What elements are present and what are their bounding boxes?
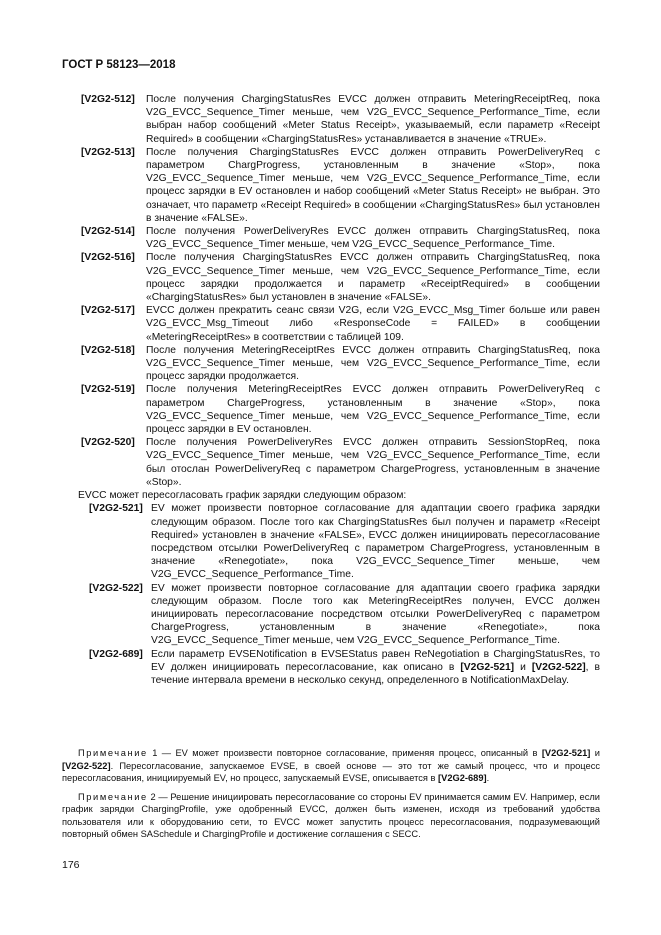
note-text: и bbox=[590, 748, 600, 758]
requirement-item bbox=[62, 582, 600, 648]
requirement-text bbox=[151, 648, 600, 688]
requirement-text: После получения MeteringReceiptRes EVCC должен отправить PowerDeliveryReq с параметром ChargeProgress, установленным в значение «Stop», пока V2G_EVCC_Sequence_Timer меньше, чем V2G_EVCC_Sequence_Performance_Time, если процесс зарядки в EV остановлен. bbox=[146, 384, 600, 436]
note-1 bbox=[62, 747, 600, 785]
note-text: . Пересогласование, запускаемое EVSE, в своей основе — это тот же самый процесс, что и процесс пересогласования, инициируемый EV, но процесс, запускаемый EVSE, описывается в bbox=[62, 760, 600, 783]
requirement-item bbox=[62, 146, 600, 225]
requirement-id: [V2G2-522] bbox=[89, 582, 143, 594]
requirement-text: После получения MeteringReceiptRes EVCC должен отправить ChargingStatusReq, пока V2G_EVCC_Sequence_Timer меньше, чем V2G_EVCC_Sequence_Performance_Time, если процесс зарядки продолжается. bbox=[146, 344, 600, 383]
requirement-text-part: и bbox=[514, 661, 532, 673]
document-header: ГОСТ Р 58123—2018 bbox=[62, 59, 176, 71]
requirement-reference: [V2G2-522] bbox=[531, 661, 586, 673]
requirement-text: После получения ChargingStatusRes EVCC должен отправить PowerDeliveryReq с параметром ChargProgress, установленным в значение «Stop», пока V2G_EVCC_Sequence_Timer меньше, чем V2G_EVCC_Sequence_Performance_Time, если процесс зарядки в EV остановлен и набор сообщений «Meter Status Receipt» не выбран. Это означает, что параметр «Receipt Required» в сообщении «ChargingStatusRes» был установлен в значение «FALSE». bbox=[146, 146, 600, 224]
note-reference: [V2G2-689] bbox=[438, 773, 487, 783]
requirement-reference: [V2G2-521] bbox=[460, 661, 515, 673]
requirement-item bbox=[62, 251, 600, 304]
requirement-item bbox=[62, 502, 600, 581]
requirement-id: [V2G2-513] bbox=[81, 146, 135, 158]
note-text: 2 — Решение инициировать пересогласование со стороны EV принимается самим EV. Например, если график зарядки ChargingProfile, уже одобренный EVCC, должен быть изменен, исходя из требований удобства пользователя или к оборудованию сети, то EVCC может запустить процесс пересогласования, подразумевающий повторный обмен SASchedule и ChargingProfile и достижение соглашения с SECC. bbox=[62, 791, 600, 839]
requirement-text: EV может произвести повторное согласование для адаптации своего графика зарядки следующим образом. После того как ChargingStatusRes был получен и параметр «Receipt Required» установлен в значение «FALSE», EVCC должен инициировать пересогласование посредством отсылки PowerDeliveryReq с параметром ChargeProgress, установленным в значение «Renegotiate», пока V2G_EVCC_Sequence_Timer меньше, чем V2G_EVCC_Sequence_Performance_Time. bbox=[151, 503, 600, 581]
note-label: Примечание bbox=[78, 791, 148, 802]
requirement-item bbox=[62, 225, 600, 251]
requirement-id: [V2G2-521] bbox=[89, 503, 143, 515]
requirement-item bbox=[62, 436, 600, 489]
requirement-text: После получения PowerDeliveryRes EVCC должен отправить SessionStopReq, пока V2G_EVCC_Sequence_Timer меньше, чем V2G_EVCC_Sequence_Performance_Time, если был отослан PowerDeliveryReq с параметром ChargeProgress, установленным в значение «Stop». bbox=[146, 437, 600, 488]
requirement-id: [V2G2-689] bbox=[89, 648, 143, 660]
note-2 bbox=[62, 791, 600, 841]
requirement-text: После получения PowerDeliveryRes EVCC должен отправить ChargingStatusReq, пока V2G_EVCC_Sequence_Timer меньше, чем V2G_EVCC_Sequence_Performance_Time. bbox=[146, 226, 600, 251]
notes-section bbox=[62, 747, 600, 847]
requirement-item bbox=[62, 383, 600, 436]
requirement-text: После получения ChargingStatusRes EVCC должен отправить ChargingStatusReq, пока V2G_EVCC_Sequence_Timer меньше, чем V2G_EVCC_Sequence_Performance_Time, если процесс зарядки продолжается и параметр «ReceiptRequired» в сообщении «ChargingStatusRes» был установлен в значение «FALSE». bbox=[146, 252, 600, 304]
note-reference: [V2G2-522] bbox=[62, 760, 111, 771]
renegotiation-intro: EVCC может пересогласовать график зарядки следующим образом: bbox=[78, 490, 407, 502]
requirement-text-part: Если параметр EVSENotification в EVSEStatus равен ReNegotiation в ChargingStatusRes, то EV должен инициировать пересогласование, как описано в bbox=[151, 648, 600, 673]
requirement-id: [V2G2-518] bbox=[81, 344, 135, 356]
requirement-item bbox=[62, 344, 600, 384]
note-text: 1 — EV может произвести повторное согласование, применяя процесс, описанный в bbox=[147, 748, 542, 758]
requirement-id: [V2G2-514] bbox=[81, 226, 135, 238]
note-text: . bbox=[486, 773, 490, 783]
page-number: 176 bbox=[62, 859, 80, 871]
requirement-id: [V2G2-517] bbox=[81, 305, 135, 317]
requirement-text-part: , в течение интервала времени в несколько секунд, определенного в NotificationMaxDelay. bbox=[151, 661, 600, 686]
requirements-list bbox=[62, 93, 600, 687]
requirement-text: EV может произвести повторное согласование для адаптации своего графика зарядки следующим образом. После того как MeteringReceiptRes получен, EVCC должен инициировать пересогласование посредством отсылки PowerDeliveryReq с параметром ChargeProgress, установленным в значение «Renegotiate», пока V2G_EVCC_Sequence_Timer меньше, чем V2G_EVCC_Sequence_Performance_Time. bbox=[151, 582, 600, 647]
requirement-item bbox=[62, 93, 600, 146]
requirement-text: EVCC должен прекратить сеанс связи V2G, если V2G_EVCC_Msg_Timer больше или равен V2G_EVCC_Msg_Timeout либо «ResponseCode = FAILED» в сообщении «MeteringReceiptRes» в соответствии с таблицей 109. bbox=[146, 305, 600, 343]
note-reference: [V2G2-521] bbox=[541, 748, 591, 758]
note-label: Примечание bbox=[78, 748, 148, 758]
requirement-item bbox=[62, 304, 600, 344]
requirement-id: [V2G2-519] bbox=[81, 384, 135, 396]
requirement-id: [V2G2-512] bbox=[81, 94, 135, 105]
requirement-text: После получения ChargingStatusRes EVCC должен отправить MeteringReceiptReq, пока V2G_EVCC_Sequence_Timer меньше, чем V2G_EVCC_Sequence_Performance_Time, если выбран набор сообщений «Meter Status Receipt», указываемый, если параметр «Receipt Required» в сообщении «ChargingStatusRes» устанавливается в значение «TRUE». bbox=[146, 94, 600, 145]
requirement-item bbox=[62, 648, 600, 688]
requirement-id: [V2G2-516] bbox=[81, 252, 135, 264]
requirement-id: [V2G2-520] bbox=[81, 437, 135, 449]
